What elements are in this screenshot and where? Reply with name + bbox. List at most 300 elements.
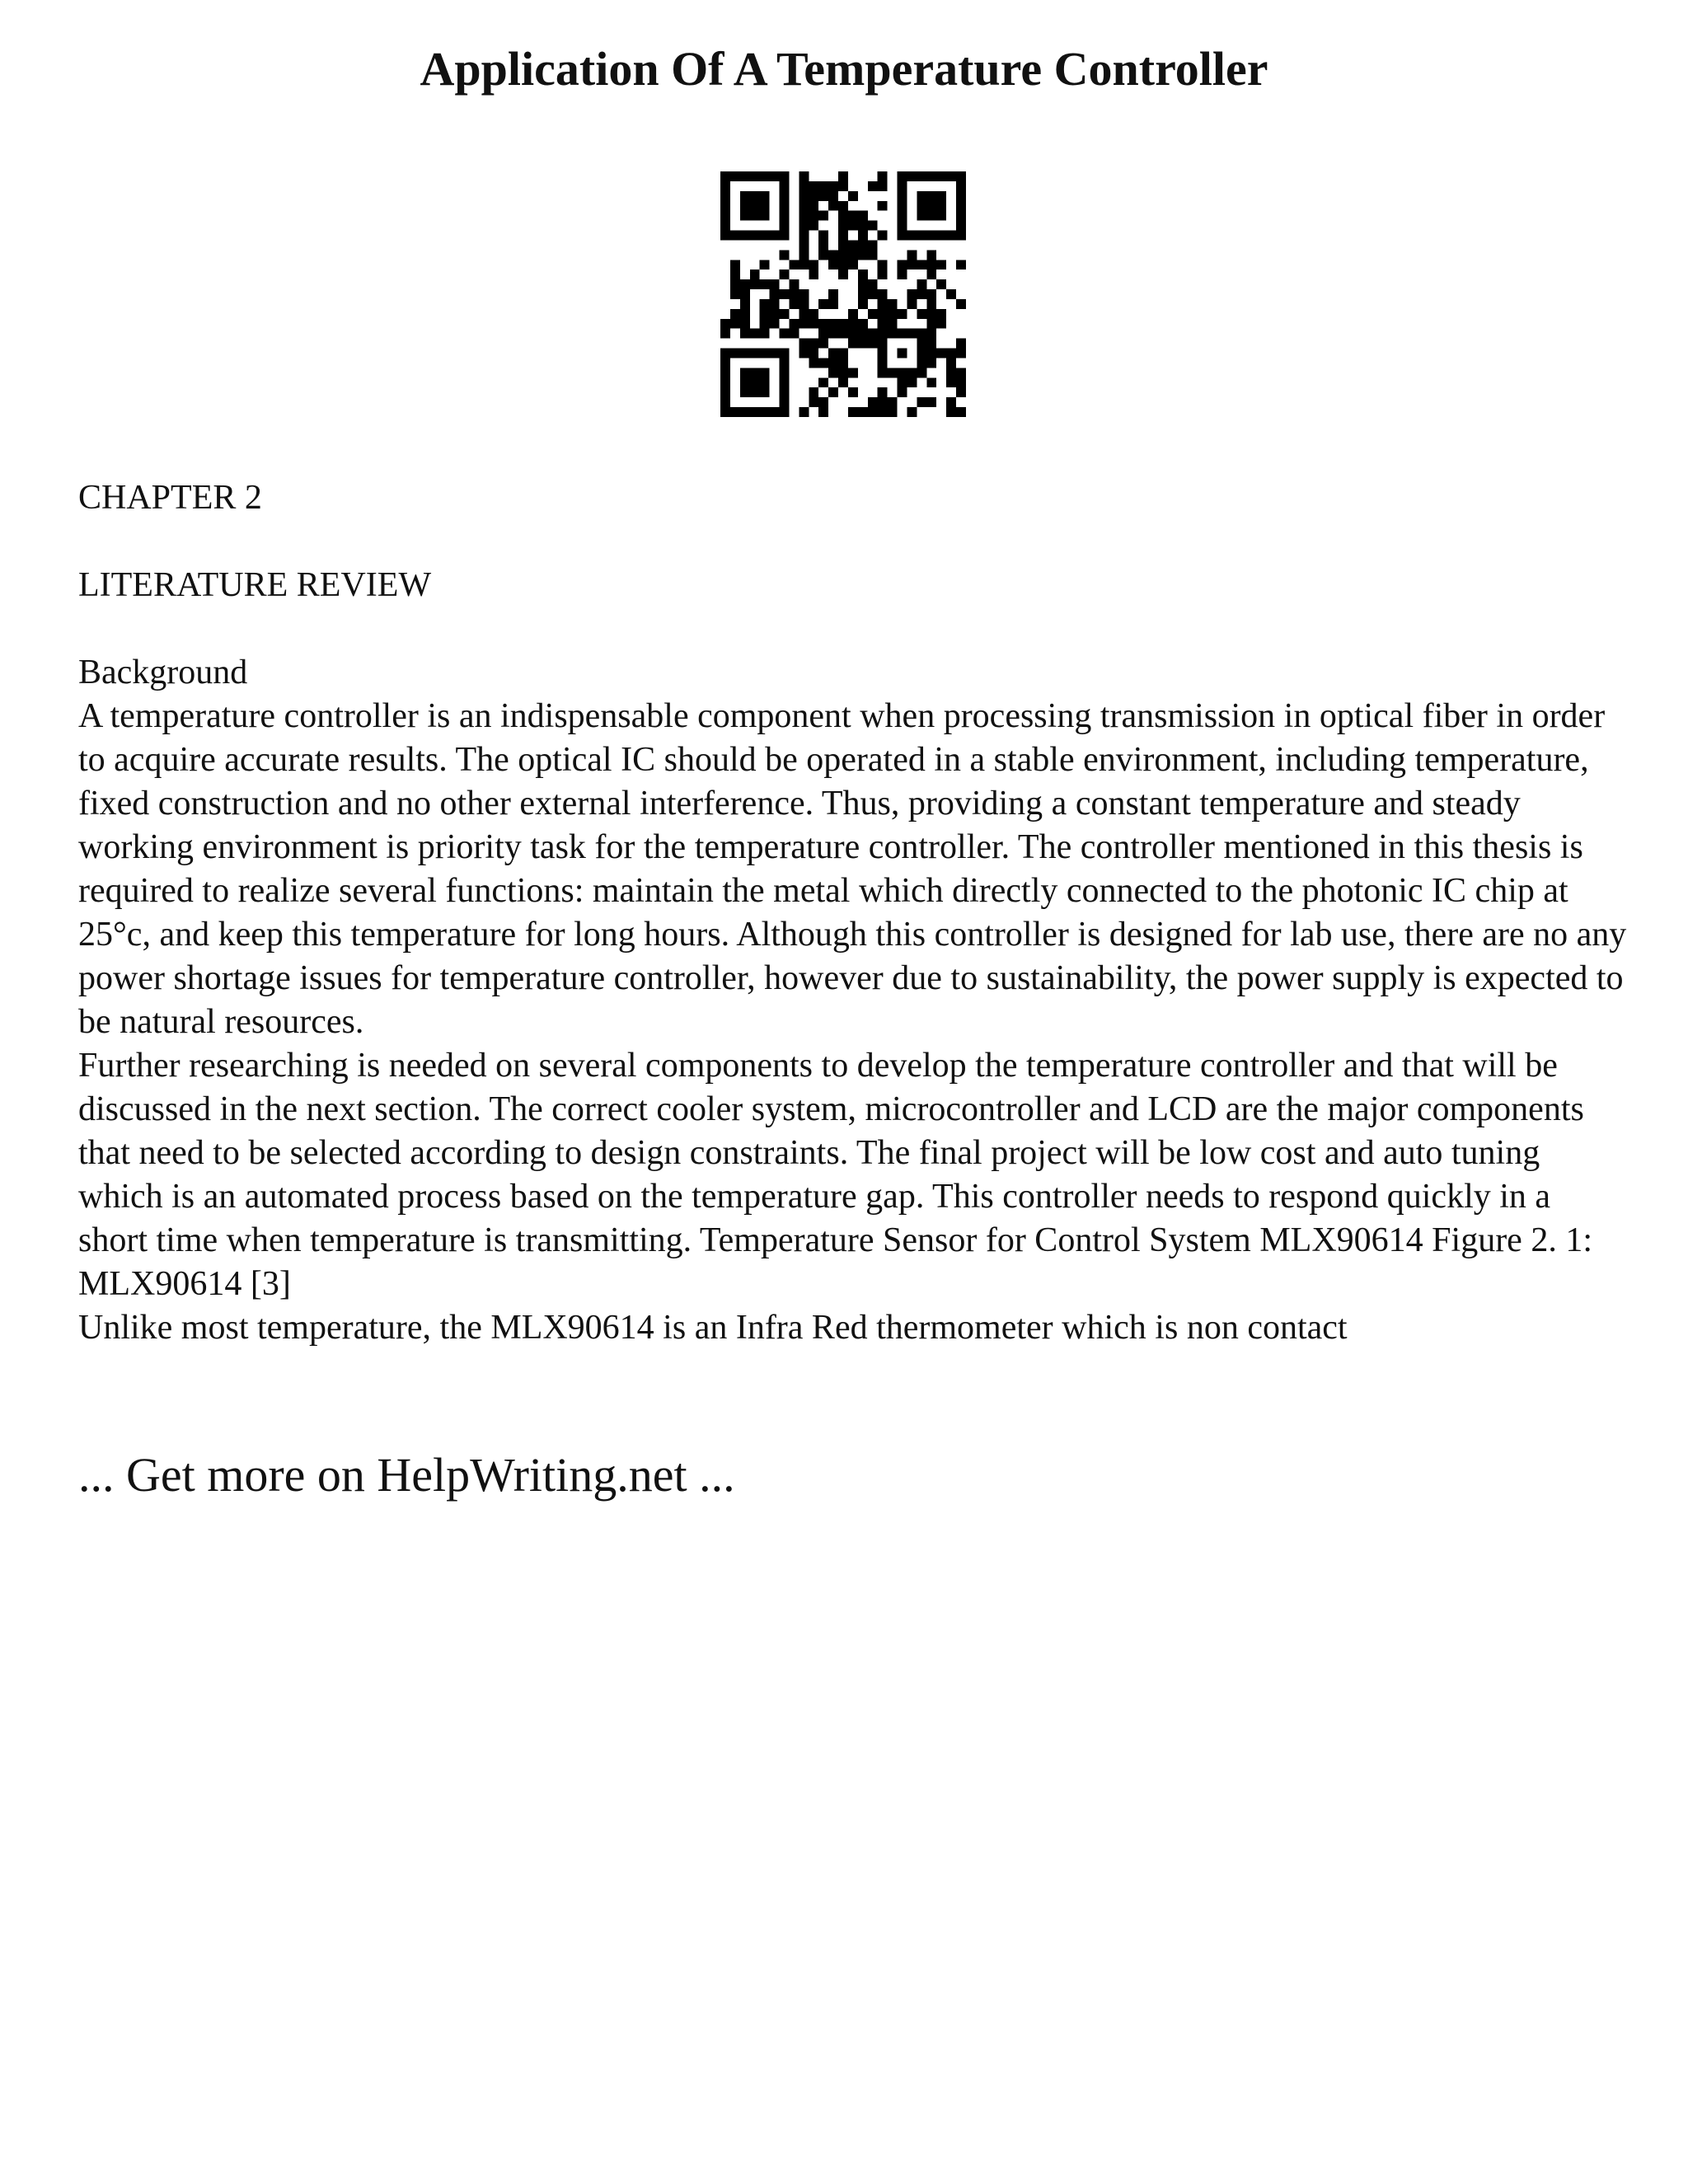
qr-module (868, 397, 878, 407)
qr-module (917, 171, 926, 181)
qr-module (868, 309, 878, 319)
qr-module (750, 211, 760, 221)
qr-module (946, 377, 956, 387)
qr-module (799, 407, 809, 417)
qr-module (760, 319, 770, 329)
qr-module (789, 319, 799, 329)
qr-module (740, 171, 750, 181)
qr-module (956, 171, 966, 181)
qr-module (818, 211, 828, 221)
qr-module (809, 358, 818, 368)
qr-module (898, 309, 907, 319)
document-body (78, 476, 1628, 1350)
qr-module (878, 269, 888, 279)
qr-module (780, 231, 790, 241)
qr-module (760, 279, 770, 289)
qr-module (926, 269, 936, 279)
qr-module (956, 407, 966, 417)
qr-module (838, 231, 848, 241)
qr-module (858, 279, 868, 289)
qr-module (907, 299, 917, 309)
qr-module (760, 191, 770, 201)
qr-module (740, 211, 750, 221)
qr-module (858, 299, 868, 309)
subsection-heading: Background (78, 654, 248, 691)
qr-module (956, 260, 966, 269)
qr-module (760, 329, 770, 339)
qr-module (917, 368, 926, 377)
qr-module (878, 181, 888, 191)
qr-module (828, 368, 838, 377)
qr-module (878, 171, 888, 181)
qr-module (828, 349, 838, 359)
qr-module (828, 289, 838, 299)
qr-module (809, 221, 818, 231)
qr-module (898, 269, 907, 279)
qr-module (760, 171, 770, 181)
qr-module (888, 299, 898, 309)
qr-module (760, 368, 770, 377)
body-paragraph-2: Further researching is needed on several components to develop the temperature controller and that will be discussed in the next section. The correct cooler system, microcontroller and LCD are the major components that need to be selected according to design constraints. The final project will be low cost and auto tuning which is an automated process based on the temperature gap. This controller needs to respond quickly in a short time when temperature is transmitting. Temperature Sensor for Control System MLX90614 Figure 2. 1: MLX90614 [3] (78, 1047, 1592, 1303)
qr-module (888, 329, 898, 339)
qr-module (878, 407, 888, 417)
qr-module (750, 201, 760, 211)
qr-module (750, 368, 760, 377)
qr-module (720, 221, 730, 231)
qr-module (818, 329, 828, 339)
qr-module (780, 171, 790, 181)
qr-module (868, 221, 878, 231)
qr-module (799, 250, 809, 260)
qr-module (936, 319, 946, 329)
qr-module (818, 191, 828, 201)
qr-module (946, 407, 956, 417)
qr-module (926, 211, 936, 221)
qr-module (898, 260, 907, 269)
qr-module (946, 349, 956, 359)
qr-module (780, 211, 790, 221)
qr-module (799, 211, 809, 221)
qr-module (720, 368, 730, 377)
qr-module (818, 240, 828, 250)
qr-module (740, 191, 750, 201)
qr-module (818, 319, 828, 329)
qr-module (838, 377, 848, 387)
qr-module (956, 377, 966, 387)
qr-module (750, 279, 760, 289)
qr-module (898, 201, 907, 211)
qr-module (936, 309, 946, 319)
qr-code-icon (720, 171, 966, 417)
qr-module (828, 387, 838, 397)
qr-module (730, 289, 740, 299)
qr-module (720, 201, 730, 211)
qr-module (780, 309, 790, 319)
qr-module (730, 279, 740, 289)
qr-module (868, 339, 878, 349)
qr-module (720, 349, 730, 359)
qr-module (828, 299, 838, 309)
qr-module (720, 397, 730, 407)
qr-module (926, 329, 936, 339)
qr-module (956, 339, 966, 349)
qr-module (780, 191, 790, 201)
qr-module (878, 231, 888, 241)
qr-module (898, 349, 907, 359)
qr-module (780, 221, 790, 231)
qr-module (956, 231, 966, 241)
qr-module (789, 289, 799, 299)
qr-module (858, 329, 868, 339)
qr-module (780, 329, 790, 339)
qr-module (750, 191, 760, 201)
qr-module (818, 377, 828, 387)
qr-module (720, 191, 730, 201)
section-heading: LITERATURE REVIEW (78, 566, 432, 604)
qr-module (848, 250, 858, 260)
qr-module (868, 289, 878, 299)
qr-module (907, 289, 917, 299)
qr-module (818, 407, 828, 417)
qr-module (926, 299, 936, 309)
qr-module (898, 221, 907, 231)
qr-module (858, 240, 868, 250)
qr-module (780, 368, 790, 377)
qr-module (926, 191, 936, 201)
qr-module (760, 407, 770, 417)
qr-module (799, 171, 809, 181)
qr-module (780, 407, 790, 417)
qr-module (858, 289, 868, 299)
body-paragraph-3: Unlike most temperature, the MLX90614 is an Infra Red thermometer which is non contact (78, 1309, 1348, 1347)
qr-module (898, 171, 907, 181)
qr-module (799, 339, 809, 349)
qr-module (917, 329, 926, 339)
qr-module (907, 329, 917, 339)
qr-module (878, 201, 888, 211)
qr-module (838, 171, 848, 181)
qr-module (789, 329, 799, 339)
document-title: Application Of A Temperature Controller (420, 42, 1268, 96)
qr-module (828, 319, 838, 329)
qr-module (750, 231, 760, 241)
qr-module (838, 250, 848, 260)
qr-module (888, 368, 898, 377)
qr-module (936, 211, 946, 221)
qr-module (848, 211, 858, 221)
qr-module (818, 231, 828, 241)
qr-module (750, 387, 760, 397)
qr-module (799, 289, 809, 299)
qr-module (926, 250, 936, 260)
qr-module (868, 250, 878, 260)
qr-module (760, 349, 770, 359)
qr-module (799, 319, 809, 329)
qr-module (917, 260, 926, 269)
qr-module (799, 181, 809, 191)
qr-module (858, 407, 868, 417)
qr-module (956, 299, 966, 309)
qr-module (926, 289, 936, 299)
qr-module (907, 250, 917, 260)
qr-module (946, 289, 956, 299)
qr-module (917, 309, 926, 319)
qr-module (740, 299, 750, 309)
qr-module (770, 407, 780, 417)
qr-module (720, 171, 730, 181)
qr-module (868, 181, 878, 191)
qr-module (720, 211, 730, 221)
qr-module (956, 191, 966, 201)
qr-module (898, 211, 907, 221)
qr-module (848, 368, 858, 377)
qr-module (858, 319, 868, 329)
qr-module (926, 309, 936, 319)
qr-module (838, 201, 848, 211)
qr-module (898, 387, 907, 397)
qr-module (838, 329, 848, 339)
qr-module (740, 279, 750, 289)
qr-module (780, 397, 790, 407)
qr-module (926, 349, 936, 359)
qr-module (838, 319, 848, 329)
qr-module (750, 349, 760, 359)
qr-module (907, 231, 917, 241)
qr-module (828, 181, 838, 191)
qr-module (878, 319, 888, 329)
qr-module (760, 211, 770, 221)
qr-module (809, 201, 818, 211)
qr-module (740, 368, 750, 377)
qr-module (917, 397, 926, 407)
qr-module (799, 349, 809, 359)
qr-module (936, 349, 946, 359)
qr-module (926, 397, 936, 407)
qr-module (936, 279, 946, 289)
qr-module (770, 279, 780, 289)
qr-module (780, 201, 790, 211)
qr-module (789, 260, 799, 269)
qr-module (730, 231, 740, 241)
qr-module (818, 397, 828, 407)
qr-module (917, 349, 926, 359)
qr-module (750, 269, 760, 279)
qr-module (956, 181, 966, 191)
qr-module (740, 231, 750, 241)
qr-module (917, 339, 926, 349)
qr-module (898, 181, 907, 191)
qr-module (730, 171, 740, 181)
qr-module (770, 289, 780, 299)
qr-module (917, 211, 926, 221)
qr-module (888, 397, 898, 407)
qr-module (926, 319, 936, 329)
qr-module (809, 269, 818, 279)
qr-module (770, 309, 780, 319)
qr-module (838, 260, 848, 269)
qr-module (828, 201, 838, 211)
qr-module (770, 299, 780, 309)
chapter-heading: CHAPTER 2 (78, 479, 262, 517)
body-paragraph-1: A temperature controller is an indispensable component when processing transmission in optical fiber in order to acquire accurate results. The optical IC should be operated in a stable environment, including temperature, fixed construction and no other external interference. Thus, providing a constant temperature and steady working environment is priority task for the temperature controller. The controller mentioned in this thesis is required to realize several functions: maintain the metal which directly connected to the photonic IC chip at 25°c, and keep this temperature for long hours. Although this controller is designed for lab use, there are no any power shortage issues for temperature controller, however due to sustainability, the power supply is expected to be natural resources. (78, 697, 1627, 1041)
qr-module (720, 358, 730, 368)
qr-module (878, 397, 888, 407)
qr-module (868, 329, 878, 339)
qr-module (760, 201, 770, 211)
qr-module (898, 368, 907, 377)
qr-module (770, 319, 780, 329)
qr-module (936, 171, 946, 181)
qr-module (750, 171, 760, 181)
qr-module (907, 377, 917, 387)
qr-module (828, 329, 838, 339)
qr-module (878, 358, 888, 368)
qr-module (878, 368, 888, 377)
qr-module (926, 358, 936, 368)
qr-module (917, 201, 926, 211)
qr-module (809, 191, 818, 201)
qr-module (868, 240, 878, 250)
qr-module (720, 377, 730, 387)
qr-module (898, 231, 907, 241)
qr-module (799, 299, 809, 309)
qr-module (946, 171, 956, 181)
qr-module (848, 221, 858, 231)
qr-module (878, 299, 888, 309)
qr-module (720, 231, 730, 241)
qr-module (898, 329, 907, 339)
qr-module (760, 387, 770, 397)
qr-module (858, 221, 868, 231)
qr-module (799, 240, 809, 250)
qr-module (760, 260, 770, 269)
qr-module (956, 201, 966, 211)
qr-module (720, 387, 730, 397)
qr-module (809, 181, 818, 191)
qr-module (878, 349, 888, 359)
qr-module (878, 289, 888, 299)
qr-module (926, 201, 936, 211)
qr-module (936, 231, 946, 241)
qr-module (799, 309, 809, 319)
qr-module (858, 250, 868, 260)
qr-module (878, 387, 888, 397)
get-more-link[interactable]: ... Get more on HelpWriting.net ... (78, 1448, 735, 1502)
qr-module (828, 191, 838, 201)
qr-module (720, 181, 730, 191)
qr-module (956, 211, 966, 221)
qr-module (770, 349, 780, 359)
qr-module (917, 289, 926, 299)
qr-module (809, 339, 818, 349)
qr-module (956, 387, 966, 397)
qr-module (760, 299, 770, 309)
qr-module (838, 368, 848, 377)
qr-module (917, 358, 926, 368)
qr-module (946, 358, 956, 368)
qr-module (888, 407, 898, 417)
qr-module (730, 269, 740, 279)
qr-module (898, 191, 907, 201)
qr-module (956, 349, 966, 359)
qr-module (828, 260, 838, 269)
qr-module (740, 377, 750, 387)
qr-module (780, 349, 790, 359)
qr-module (878, 260, 888, 269)
qr-module (838, 211, 848, 221)
qr-module (848, 309, 858, 319)
qr-module (720, 319, 730, 329)
qr-module (740, 387, 750, 397)
qr-module (740, 329, 750, 339)
qr-module (730, 260, 740, 269)
qr-module (770, 171, 780, 181)
qr-module (818, 358, 828, 368)
qr-module (878, 309, 888, 319)
qr-module (858, 211, 868, 221)
qr-module (907, 368, 917, 377)
qr-module (720, 407, 730, 417)
qr-module (780, 289, 790, 299)
qr-module (818, 299, 828, 309)
qr-module (780, 377, 790, 387)
qr-module (818, 339, 828, 349)
qr-module (936, 201, 946, 211)
qr-module (917, 279, 926, 289)
qr-module (838, 349, 848, 359)
qr-module (848, 407, 858, 417)
qr-module (799, 191, 809, 201)
qr-module (740, 407, 750, 417)
qr-module (926, 171, 936, 181)
qr-module (926, 231, 936, 241)
qr-module (799, 231, 809, 241)
qr-module (780, 181, 790, 191)
qr-module (780, 387, 790, 397)
qr-module (917, 191, 926, 201)
qr-module (809, 309, 818, 319)
qr-module (907, 171, 917, 181)
qr-module (740, 349, 750, 359)
qr-module (760, 231, 770, 241)
qr-module (848, 329, 858, 339)
qr-module (730, 309, 740, 319)
qr-module (789, 299, 799, 309)
qr-module (878, 329, 888, 339)
qr-module (789, 279, 799, 289)
qr-module (956, 368, 966, 377)
qr-module (888, 309, 898, 319)
qr-module (946, 368, 956, 377)
qr-module (809, 387, 818, 397)
qr-module (838, 181, 848, 191)
qr-module (730, 349, 740, 359)
qr-module (799, 260, 809, 269)
qr-module (888, 319, 898, 329)
qr-module (770, 231, 780, 241)
qr-module (946, 397, 956, 407)
qr-module (809, 397, 818, 407)
qr-module (799, 201, 809, 211)
qr-module (917, 231, 926, 241)
qr-module (780, 250, 790, 260)
qr-module (750, 329, 760, 339)
qr-module (799, 221, 809, 231)
qr-module (818, 250, 828, 260)
qr-module (730, 319, 740, 329)
qr-module (848, 191, 858, 201)
qr-module (926, 339, 936, 349)
